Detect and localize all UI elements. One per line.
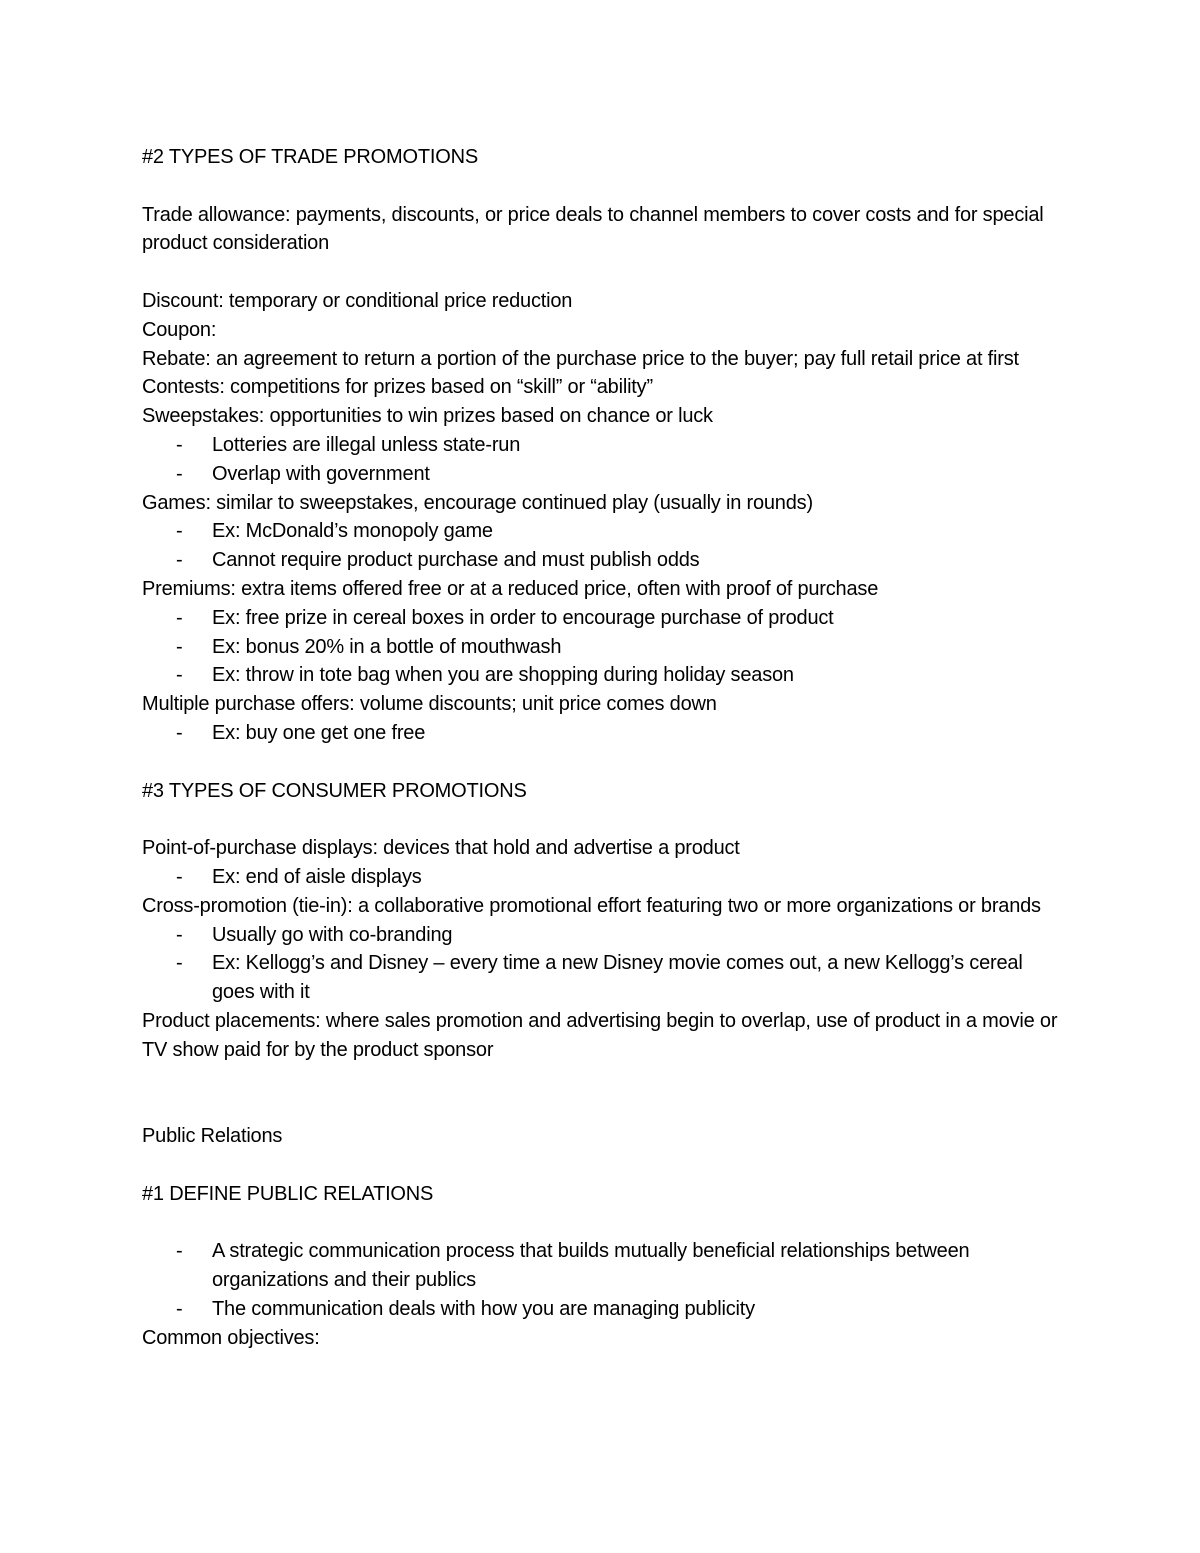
text-line: Discount: temporary or conditional price reduction xyxy=(142,289,573,312)
blank-line xyxy=(142,805,1062,834)
bullet-text: Ex: McDonald’s monopoly game xyxy=(212,520,493,543)
text-line: #3 TYPES OF CONSUMER PROMOTIONS xyxy=(142,779,527,802)
bullet-item xyxy=(142,1295,1062,1324)
bullet-dash: - xyxy=(176,520,183,543)
text-line: Public Relations xyxy=(142,1125,283,1148)
bullet-item xyxy=(142,1237,1062,1295)
text-line: Games: similar to sweepstakes, encourage continued play (usually in rounds) xyxy=(142,491,813,514)
text-line: Trade allowance: payments, discounts, or price deals to channel members to cover costs and for special product consideration xyxy=(142,203,1044,255)
bullet-item xyxy=(142,517,1062,546)
text-line: Premiums: extra items offered free or at a reduced price, often with proof of purchase xyxy=(142,577,879,600)
bullet-item xyxy=(142,921,1062,950)
text-line: Point-of-purchase displays: devices that hold and advertise a product xyxy=(142,837,740,860)
bullet-text: Ex: throw in tote bag when you are shopping during holiday season xyxy=(212,664,794,687)
bullet-dash: - xyxy=(176,865,183,888)
bullet-item xyxy=(142,863,1062,892)
bullet-text: The communication deals with how you are managing publicity xyxy=(212,1297,755,1320)
text-line: Common objectives: xyxy=(142,1326,320,1349)
bullet-dash: - xyxy=(176,1297,183,1320)
text-line: #1 DEFINE PUBLIC RELATIONS xyxy=(142,1182,434,1205)
bullet-dash: - xyxy=(176,462,183,485)
bullet-text: A strategic communication process that builds mutually beneficial relationships between organizations and their publics xyxy=(212,1240,970,1292)
blank-line xyxy=(142,172,1062,201)
bullet-text: Overlap with government xyxy=(212,462,430,485)
bullet-item xyxy=(142,661,1062,690)
text-line: Rebate: an agreement to return a portion of the purchase price to the buyer; pay full retail price at first xyxy=(142,347,1019,370)
bullet-dash: - xyxy=(176,635,183,658)
bullet-text: Cannot require product purchase and must publish odds xyxy=(212,549,700,572)
bullet-text: Ex: end of aisle displays xyxy=(212,865,422,888)
bullet-dash: - xyxy=(176,664,183,687)
bullet-dash: - xyxy=(176,606,183,629)
bullet-item xyxy=(142,719,1062,748)
bullet-text: Usually go with co-branding xyxy=(212,923,453,946)
blank-line xyxy=(142,748,1062,777)
bullet-dash: - xyxy=(176,923,183,946)
text-line: Sweepstakes: opportunities to win prizes based on chance or luck xyxy=(142,405,713,428)
text-line: #2 TYPES OF TRADE PROMOTIONS xyxy=(142,146,478,168)
blank-line xyxy=(142,1208,1062,1237)
text-line: Product placements: where sales promotion and advertising begin to overlap, use of product in a movie or TV show paid for by the product sponsor xyxy=(142,1009,1058,1061)
bullet-item xyxy=(142,431,1062,460)
blank-line xyxy=(142,1065,1062,1123)
bullet-dash: - xyxy=(176,721,183,744)
bullet-dash: - xyxy=(176,952,183,975)
bullet-dash: - xyxy=(176,1240,183,1263)
bullet-text: Ex: Kellogg’s and Disney – every time a new Disney movie comes out, a new Kellogg’s cereal goes with it xyxy=(212,952,1023,1004)
bullet-item xyxy=(142,949,1062,1007)
text-line: Coupon: xyxy=(142,318,217,341)
bullet-item xyxy=(142,546,1062,575)
blank-line xyxy=(142,258,1062,287)
bullet-item xyxy=(142,633,1062,662)
bullet-dash: - xyxy=(176,549,183,572)
bullet-text: Ex: buy one get one free xyxy=(212,721,426,744)
bullet-dash: - xyxy=(176,433,183,456)
blank-line xyxy=(142,1151,1062,1180)
bullet-text: Lotteries are illegal unless state-run xyxy=(212,433,521,456)
bullet-text: Ex: free prize in cereal boxes in order to encourage purchase of product xyxy=(212,606,834,629)
bullet-item xyxy=(142,604,1062,633)
bullet-item xyxy=(142,460,1062,489)
document-page xyxy=(142,143,1062,1352)
text-line: Multiple purchase offers: volume discounts; unit price comes down xyxy=(142,693,717,716)
text-line: Contests: competitions for prizes based on “skill” or “ability” xyxy=(142,376,653,399)
bullet-text: Ex: bonus 20% in a bottle of mouthwash xyxy=(212,635,562,658)
text-line: Cross-promotion (tie-in): a collaborative promotional effort featuring two or more organizations or brands xyxy=(142,894,1041,917)
